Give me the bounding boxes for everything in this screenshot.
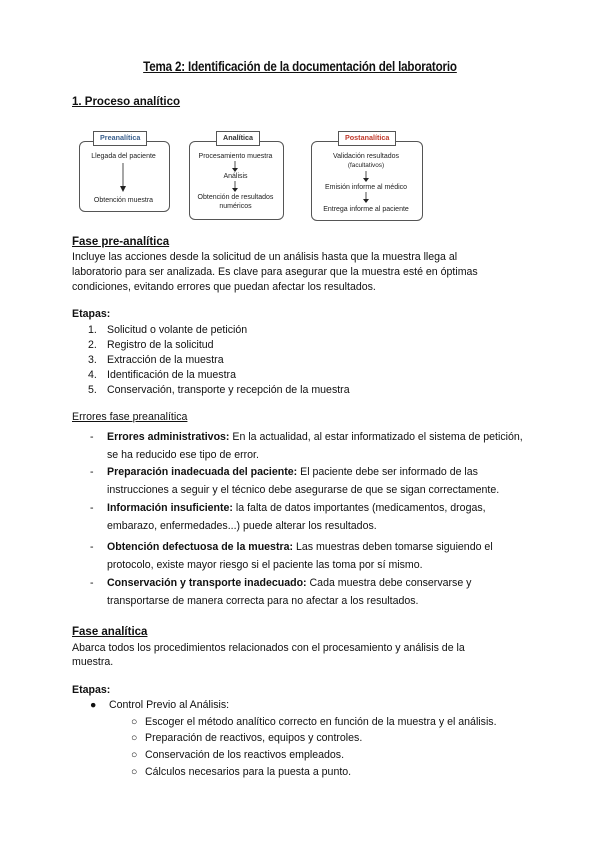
etapas-label: Etapas:: [72, 684, 111, 696]
paragraph-line: laboratorio para ser analizada. Es clave para asegurar que la muestra esté en óptimas: [72, 266, 478, 278]
diagram-text: Entrega informe al paciente: [323, 206, 409, 213]
diagram-label-analitica: Analítica: [216, 131, 260, 146]
diagram-label-preanalitica: Preanalítica: [93, 131, 147, 146]
diagram-text: Emisión informe al médico: [324, 184, 408, 191]
list-item: 2. Registro de la solicitud: [88, 339, 214, 351]
error-item: - Obtención defectuosa de la muestra: Las muestras deben tomarse siguiendo el protocolo, existe mayor riesgo si el paciente las toma por sí mismo.: [90, 541, 493, 571]
sub-list-item: ○ Conservación de los reactivos empleados.: [131, 749, 345, 761]
diagram-text: Análisis: [223, 173, 248, 180]
error-item: - Preparación inadecuada del paciente: El paciente debe ser informado de las instrucciones a seguir y el técnico debe asegurarse de que se sigan correctamente.: [90, 466, 500, 496]
arrow-down-icon: [361, 192, 371, 204]
page-title: Tema 2: Identificación de la documentación del laboratorio: [143, 59, 457, 74]
etapas-label: Etapas:: [72, 308, 111, 320]
sub-list-item: ○ Cálculos necesarios para la puesta a punto.: [131, 766, 352, 778]
list-item: 1. Solicitud o volante de petición: [88, 324, 248, 336]
list-item: 3. Extracción de la muestra: [88, 354, 224, 366]
diagram-text: (facultativos): [347, 162, 385, 169]
error-item: - Conservación y transporte inadecuado: Cada muestra debe conservarse y transportarse de manera correcta para no afectar a los resultados.: [90, 577, 472, 607]
bullet-item: ● Control Previo al Análisis:: [90, 699, 230, 711]
paragraph-line: condiciones, evitando errores que puedan afectar los resultados.: [72, 281, 376, 293]
paragraph-line: Incluye las acciones desde la solicitud de un análisis hasta que la muestra llega al: [72, 251, 458, 263]
section-heading-proceso: 1. Proceso analítico: [72, 96, 181, 108]
arrow-down-icon: [361, 171, 371, 183]
diagram-text: Llegada del paciente: [91, 153, 156, 160]
diagram-text: Obtención de resultados numéricos: [197, 194, 274, 210]
heading-fase-preanalitica: Fase pre-analítica: [72, 236, 170, 248]
diagram-text: Validación resultados: [332, 153, 400, 160]
diagram-text: Obtención muestra: [93, 197, 154, 204]
diagram-text: Procesamiento muestra: [198, 153, 273, 160]
list-item: 4. Identificación de la muestra: [88, 369, 236, 381]
heading-fase-analitica: Fase analítica: [72, 626, 148, 638]
diagram-label-postanalitica: Postanalítica: [338, 131, 396, 146]
paragraph-line: muestra.: [72, 656, 114, 668]
errores-heading: Errores fase preanalítica: [72, 411, 188, 423]
error-item: - Errores administrativos: En la actualidad, al estar informatizado el sistema de petición, se ha reducido ese tipo de error.: [90, 431, 523, 461]
arrow-down-icon: [118, 163, 128, 193]
error-item: - Información insuficiente: la falta de datos importantes (medicamentos, drogas, embarazo, enfermedades...) puede alterar los resultados.: [90, 502, 486, 532]
list-item: 5. Conservación, transporte y recepción de la muestra: [88, 384, 350, 396]
arrow-down-icon: [230, 181, 240, 193]
sub-list-item: ○ Preparación de reactivos, equipos y controles.: [131, 732, 363, 744]
paragraph-line: Abarca todos los procedimientos relacionados con el procesamiento y análisis de la: [72, 642, 465, 654]
sub-list-item: ○ Escoger el método analítico correcto en función de la muestra y el análisis.: [131, 716, 497, 728]
